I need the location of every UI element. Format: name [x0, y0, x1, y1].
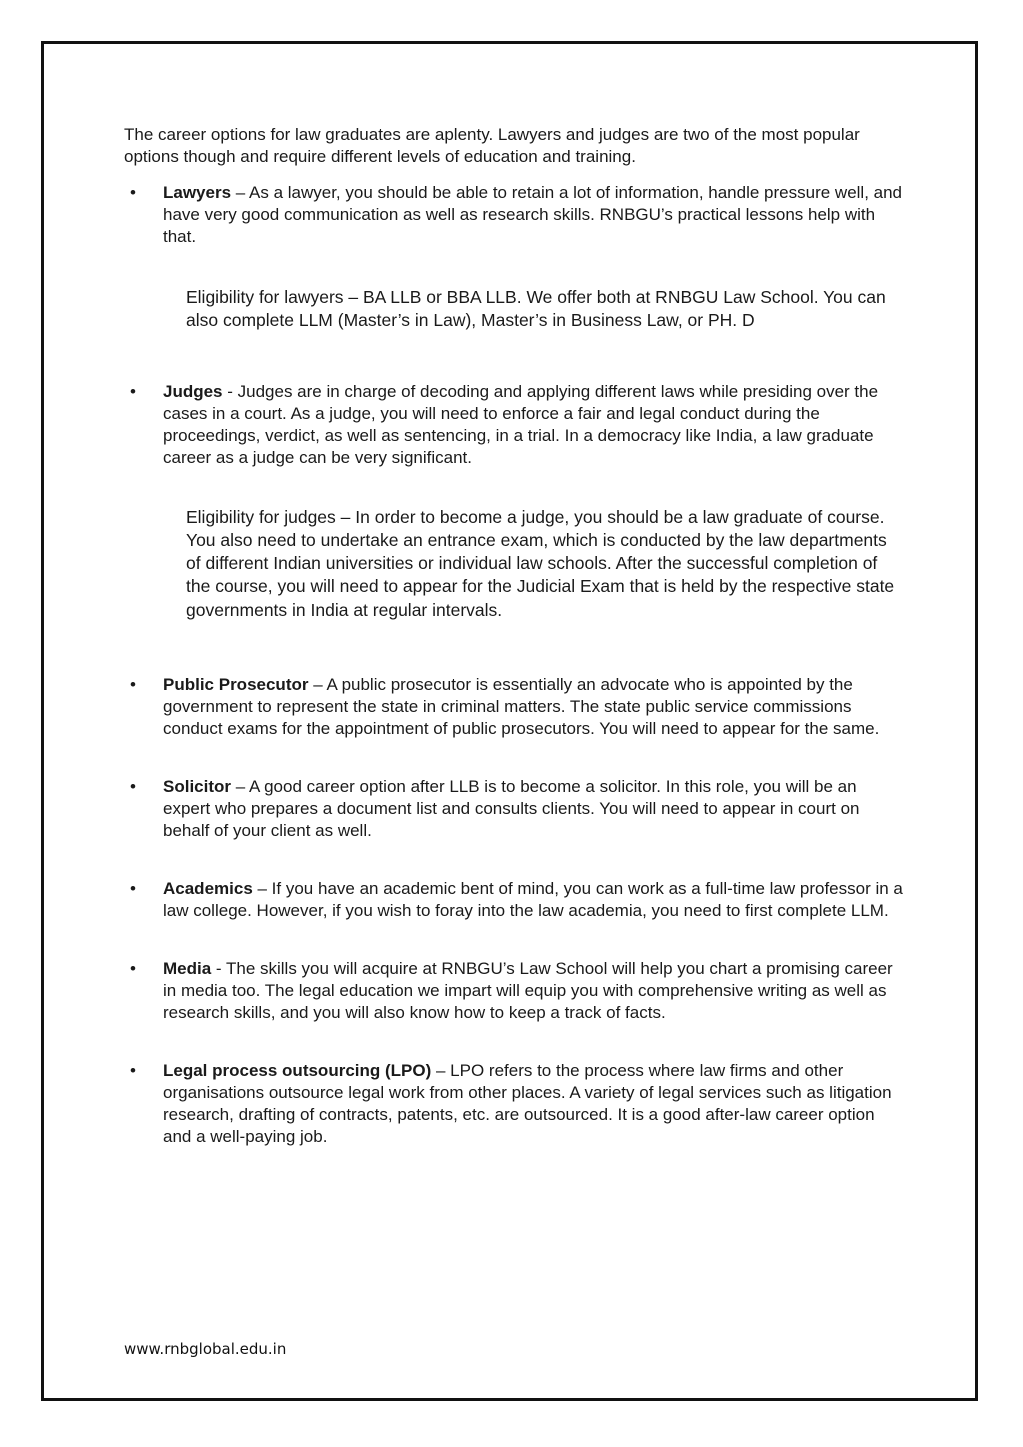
item-text: - Judges are in charge of decoding and applying different laws while presiding over the cases in a court. As a judge, you will need to enforce a fair and legal conduct during the proceedings, verdict, as well as sentencing, in a trial. In a democracy like India, a law graduate career as a judge can be very significant.: [163, 381, 879, 467]
document-body: [124, 124, 904, 1148]
item-title: Legal process outsourcing (LPO): [163, 1061, 432, 1081]
item-text: – If you have an academic bent of mind, you can work as a full-time law professor in a law college. However, if you wish to foray into the law academia, you need to first complete LLM.: [163, 879, 903, 921]
footer-url: www.rnbglobal.edu.in: [124, 1340, 287, 1358]
list-item-media: [124, 958, 904, 1024]
item-title: Academics: [163, 879, 253, 899]
item-paragraph: [163, 1060, 904, 1148]
item-title: Lawyers: [163, 183, 232, 202]
item-paragraph: [163, 878, 904, 922]
bullet-icon: •: [130, 1061, 136, 1081]
item-paragraph: [163, 182, 904, 248]
item-paragraph: [163, 381, 904, 469]
bullet-icon: •: [130, 381, 136, 401]
list-item-judges: [124, 381, 904, 469]
eligibility-lawyers: Eligibility for lawyers – BA LLB or BBA LLB. We offer both at RNBGU Law School. You can also complete LLM (Master’s in Law), Master’s in Business Law, or PH. D: [186, 287, 886, 331]
list-item-public-prosecutor: [124, 674, 904, 740]
bullet-icon: •: [130, 183, 136, 202]
eligibility-judges: Eligibility for judges – In order to become a judge, you should be a law graduate of course. You also need to undertake an entrance exam, which is conducted by the law departments of different Indian universities or individual law schools. After the successful completion of the course, you will need to appear for the Judicial Exam that is held by the respective state governments in India at regular intervals.: [186, 506, 895, 620]
item-title: Judges: [163, 381, 223, 401]
list-item-solicitor: [124, 776, 904, 842]
item-title: Solicitor: [163, 777, 232, 797]
intro-paragraph: The career options for law graduates are aplenty. Lawyers and judges are two of the most popular options though and require different levels of education and training.: [124, 125, 860, 166]
bullet-icon: •: [130, 777, 136, 797]
item-text: – As a lawyer, you should be able to retain a lot of information, handle pressure well, and have very good communication as well as research skills. RNBGU’s practical lessons help with that.: [163, 183, 903, 246]
bullet-icon: •: [130, 675, 136, 695]
item-title: Public Prosecutor: [163, 675, 309, 695]
item-text: - The skills you will acquire at RNBGU’s Law School will help you chart a promising career in media too. The legal education we impart will equip you with comprehensive writing as well as research skills, and you will also know how to keep a track of facts.: [163, 959, 893, 1023]
bullet-icon: •: [130, 879, 136, 899]
item-text: – A public prosecutor is essentially an advocate who is appointed by the government to represent the state in criminal matters. The state public service commissions conduct exams for the appointment of public prosecutors. You will need to appear for the same.: [163, 675, 880, 739]
list-item-lpo: [124, 1060, 904, 1148]
item-text: – A good career option after LLB is to become a solicitor. In this role, you will be an expert who prepares a document list and consults clients. You will need to appear in court on behalf of your client as well.: [163, 777, 860, 841]
item-paragraph: [163, 674, 904, 740]
list-item-lawyers: [124, 182, 904, 248]
item-text: – LPO refers to the process where law firms and other organisations outsource legal work from other places. A variety of legal services such as litigation research, drafting of contracts, patents, etc. are outsourced. It is a good after-law career option and a well-paying job.: [163, 1061, 892, 1147]
bullet-icon: •: [130, 959, 136, 979]
item-title: Media: [163, 959, 212, 979]
item-paragraph: [163, 776, 904, 842]
item-paragraph: [163, 958, 904, 1024]
list-item-academics: [124, 878, 904, 922]
